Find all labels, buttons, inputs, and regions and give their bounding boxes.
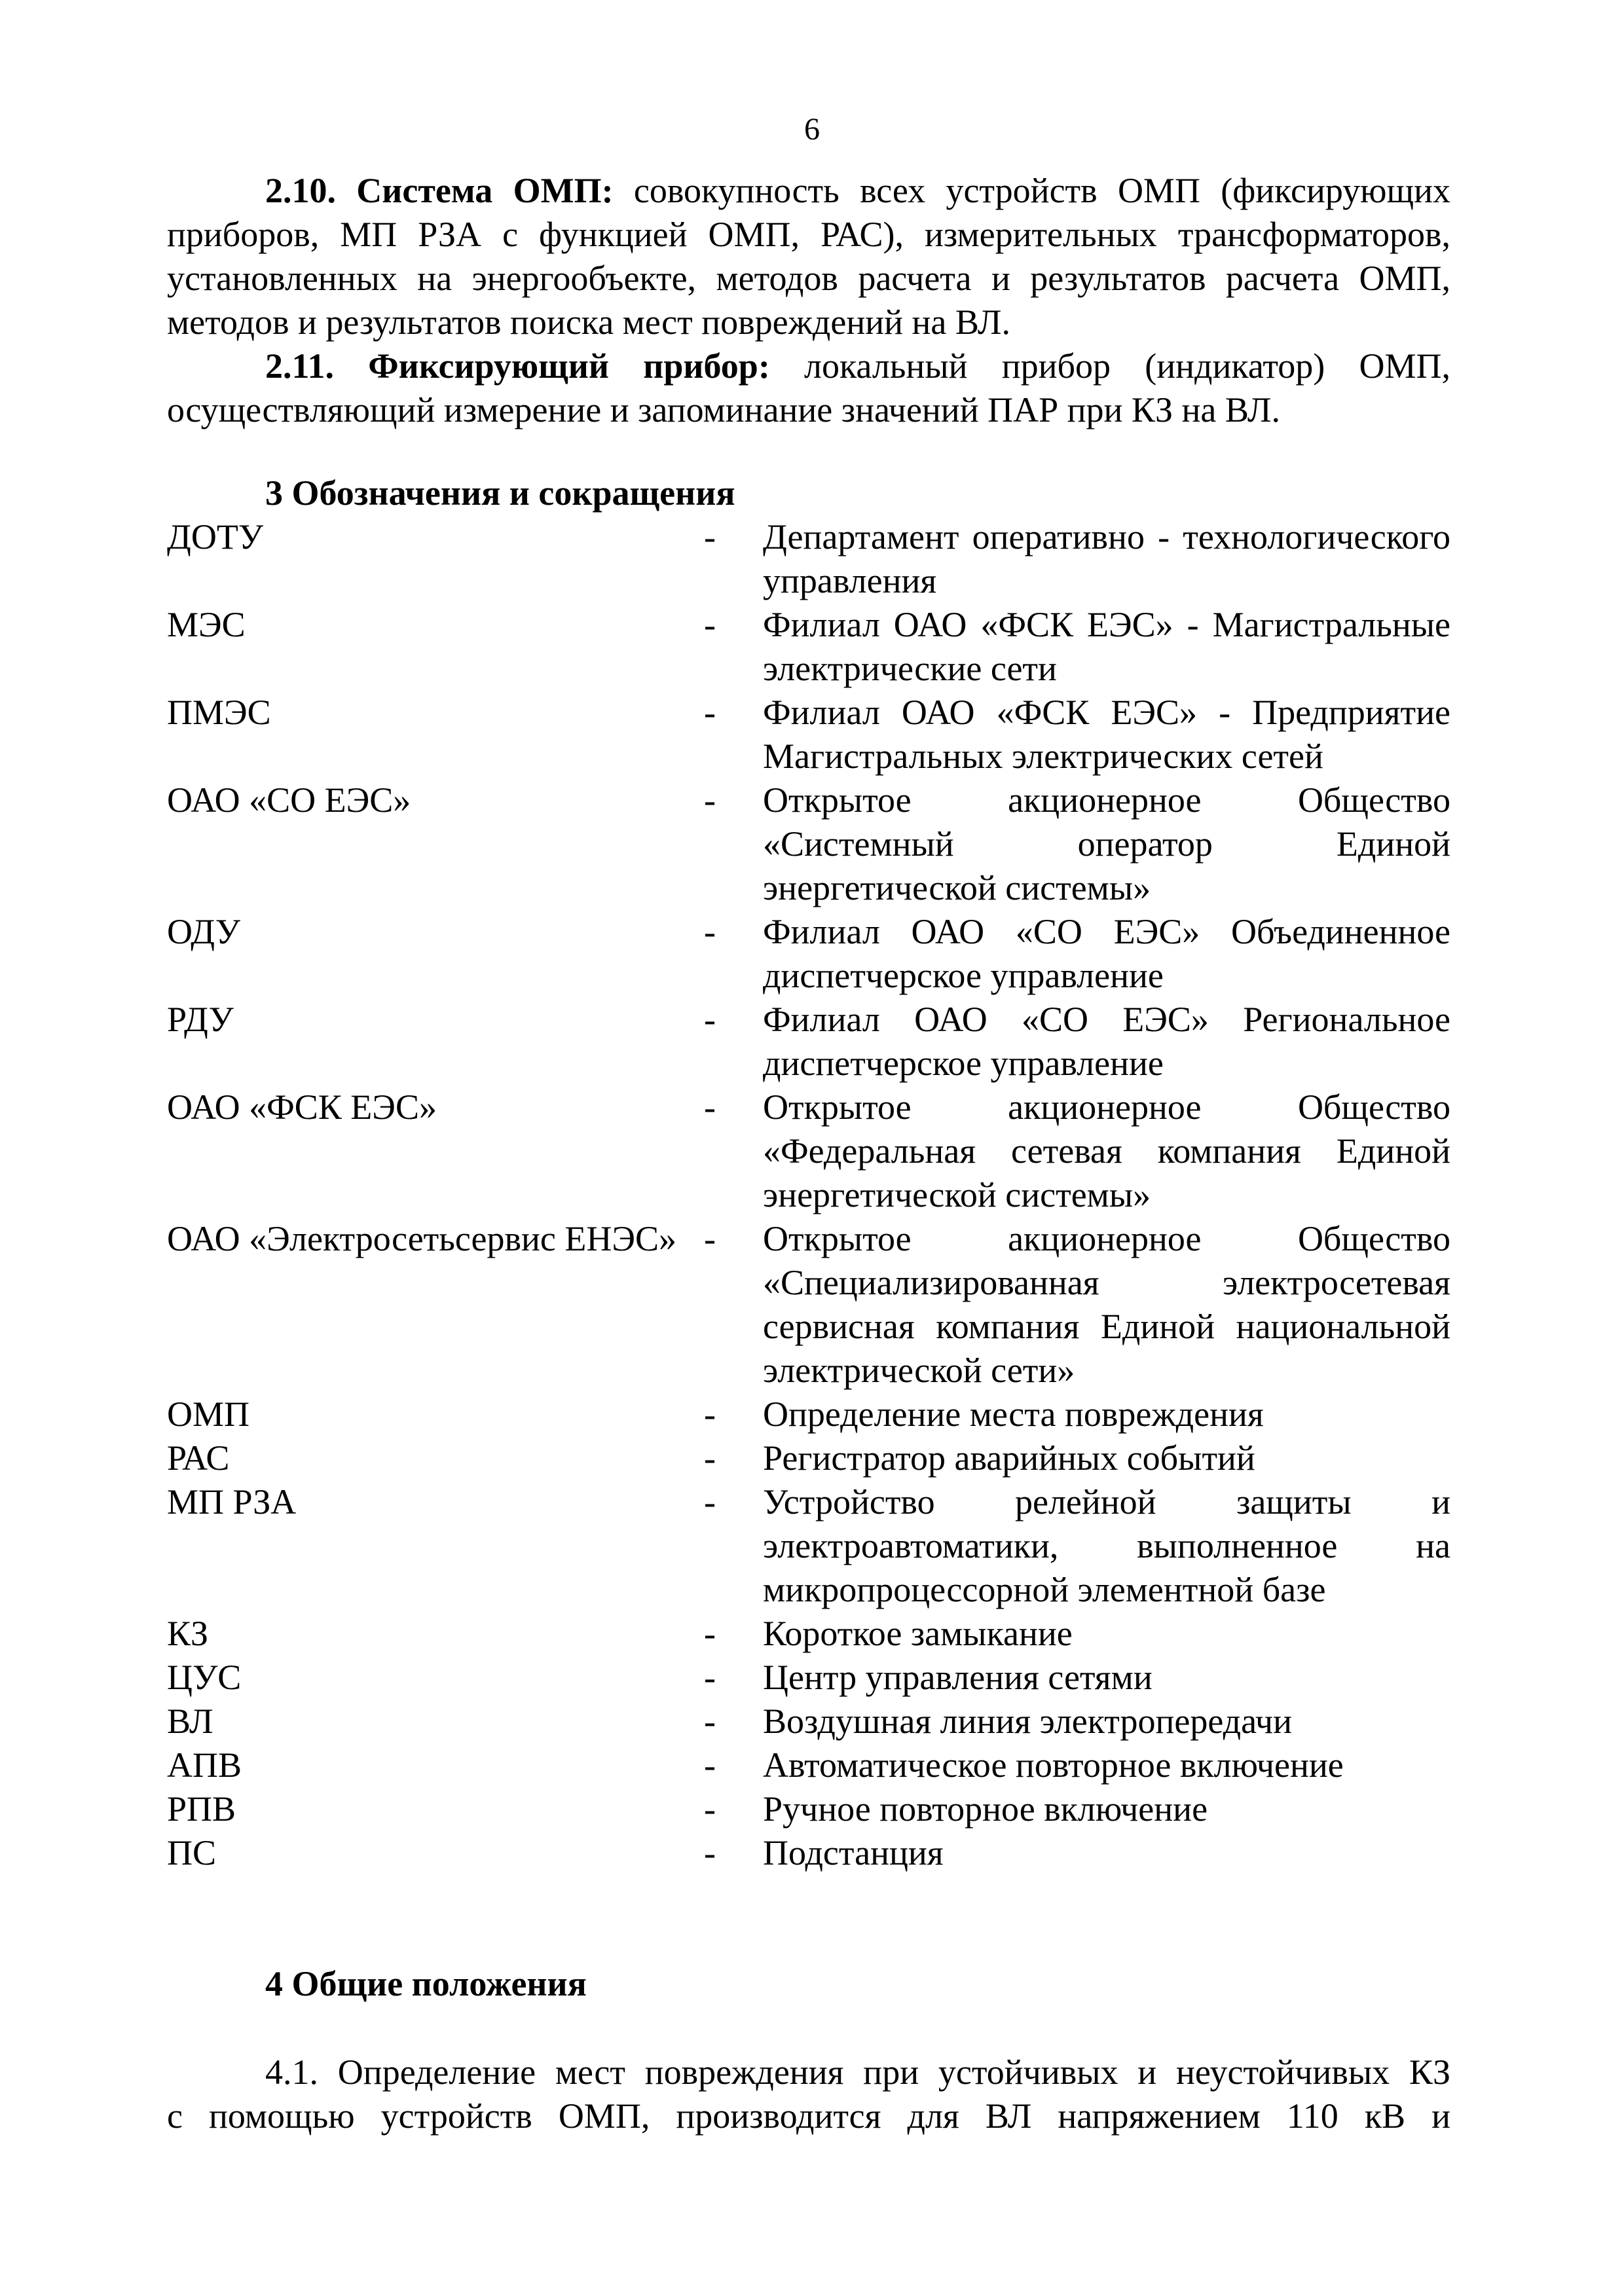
abbreviation-row [167,1612,1450,1656]
abbreviation-term: КЗ [167,1614,209,1653]
abbreviation-dash: - [704,693,716,732]
abbreviation-term: МЭС [167,605,246,644]
abbreviation-dash: - [704,1833,716,1872]
abbreviation-definition: Определение места повреждения [763,1394,1264,1434]
abbreviation-row [167,1217,1450,1393]
abbreviation-term: РПВ [167,1789,236,1829]
abbreviations-list [167,515,1450,1875]
abbreviation-row [167,1743,1450,1787]
abbreviation-row [167,1436,1450,1480]
abbreviation-term: ОАО «Электросетьсервис ЕНЭС» [167,1219,677,1258]
abbreviation-row [167,1085,1450,1217]
section-4-paragraph-line1: 4.1. Определение мест повреждения при устойчивых и неустойчивых КЗ [265,2052,1450,2092]
abbreviation-dash: - [704,1614,716,1653]
abbreviation-definition: Устройство релейной защиты и электроавтоматики, выполненное на микропроцессорной элементной базе [763,1482,1450,1609]
abbreviation-definition: Филиал ОАО «ФСК ЕЭС» - Предприятие Магистральных электрических сетей [763,693,1450,776]
abbreviation-term: ВЛ [167,1702,213,1741]
abbreviation-row [167,515,1450,603]
abbreviation-row [167,778,1450,910]
abbreviation-term: ДОТУ [167,517,264,556]
section-4-paragraph-line2: с помощью устройств ОМП, производится для ВЛ напряжением 110 кВ и [167,2096,1450,2136]
abbreviation-dash: - [704,605,716,644]
definition-term: 2.10. Система ОМП: [265,171,614,210]
abbreviation-term: РДУ [167,1000,234,1039]
definition-term: 2.11. Фиксирующий прибор: [265,346,770,386]
abbreviation-term: АПВ [167,1745,242,1785]
abbreviation-term: ПМЭС [167,693,271,732]
abbreviation-dash: - [704,1789,716,1829]
abbreviation-definition: Подстанция [763,1833,944,1872]
abbreviation-dash: - [704,1745,716,1785]
abbreviation-row [167,1787,1450,1831]
abbreviation-dash: - [704,1087,716,1127]
abbreviation-dash: - [704,517,716,556]
section-4-heading: 4 Общие положения [265,1964,587,2003]
abbreviation-dash: - [704,1438,716,1478]
abbreviation-term: ОАО «ФСК ЕЭС» [167,1087,437,1127]
abbreviation-dash: - [704,1219,716,1258]
abbreviation-definition: Филиал ОАО «СО ЕЭС» Объединенное диспетчерское управление [763,912,1450,995]
abbreviation-definition: Центр управления сетями [763,1658,1153,1697]
page-content [167,169,1450,2138]
abbreviation-term: ОАО «СО ЕЭС» [167,780,411,820]
abbreviation-row [167,1656,1450,1700]
abbreviation-definition: Открытое акционерное Общество «Специализированная электросетевая сервисная компания Единой национальной электрической сети» [763,1219,1450,1390]
definition-2-10 [167,169,1450,344]
abbreviation-row [167,603,1450,691]
abbreviation-dash: - [704,1394,716,1434]
abbreviation-row [167,691,1450,778]
definition-text: совокупность всех устройств ОМП (фиксирующих приборов, МП РЗА с функцией ОМП, РАС), измерительных трансформаторов, установленных на энергообъекте, методов расчета и результатов расчета ОМП, методов и результатов поиска мест повреждений на ВЛ. [167,171,1450,342]
abbreviation-row [167,1700,1450,1743]
abbreviation-term: ПС [167,1833,217,1872]
abbreviation-row [167,1831,1450,1875]
abbreviation-definition: Автоматическое повторное включение [763,1745,1344,1785]
abbreviation-term: РАС [167,1438,230,1478]
abbreviation-row [167,910,1450,998]
abbreviation-definition: Филиал ОАО «ФСК ЕЭС» - Магистральные электрические сети [763,605,1450,688]
abbreviation-definition: Филиал ОАО «СО ЕЭС» Региональное диспетчерское управление [763,1000,1450,1083]
definition-text: локальный прибор (индикатор) ОМП, осуществляющий измерение и запоминание значений ПАР при КЗ на ВЛ. [167,346,1451,429]
abbreviation-row [167,1393,1450,1436]
abbreviation-dash: - [704,780,716,820]
page-number: 6 [804,112,820,147]
abbreviation-definition: Открытое акционерное Общество «Системный оператор Единой энергетической системы» [763,780,1450,907]
abbreviation-definition: Регистратор аварийных событий [763,1438,1255,1478]
section-3-heading: 3 Обозначения и сокращения [265,473,735,513]
abbreviation-term: ОМП [167,1394,250,1434]
abbreviation-dash: - [704,1658,716,1697]
abbreviation-definition: Воздушная линия электропередачи [763,1702,1292,1741]
abbreviation-term: ЦУС [167,1658,242,1697]
abbreviation-definition: Короткое замыкание [763,1614,1073,1653]
abbreviation-definition: Департамент оперативно - технологического управления [763,517,1450,600]
abbreviation-dash: - [704,1482,716,1522]
abbreviation-dash: - [704,912,716,951]
abbreviation-term: МП РЗА [167,1482,297,1522]
abbreviation-row [167,1480,1450,1612]
abbreviation-dash: - [704,1000,716,1039]
abbreviation-definition: Открытое акционерное Общество «Федеральная сетевая компания Единой энергетической системы» [763,1087,1450,1214]
abbreviation-row [167,998,1450,1085]
abbreviation-definition: Ручное повторное включение [763,1789,1208,1829]
abbreviation-dash: - [704,1702,716,1741]
abbreviation-term: ОДУ [167,912,241,951]
definition-2-11 [167,344,1450,432]
